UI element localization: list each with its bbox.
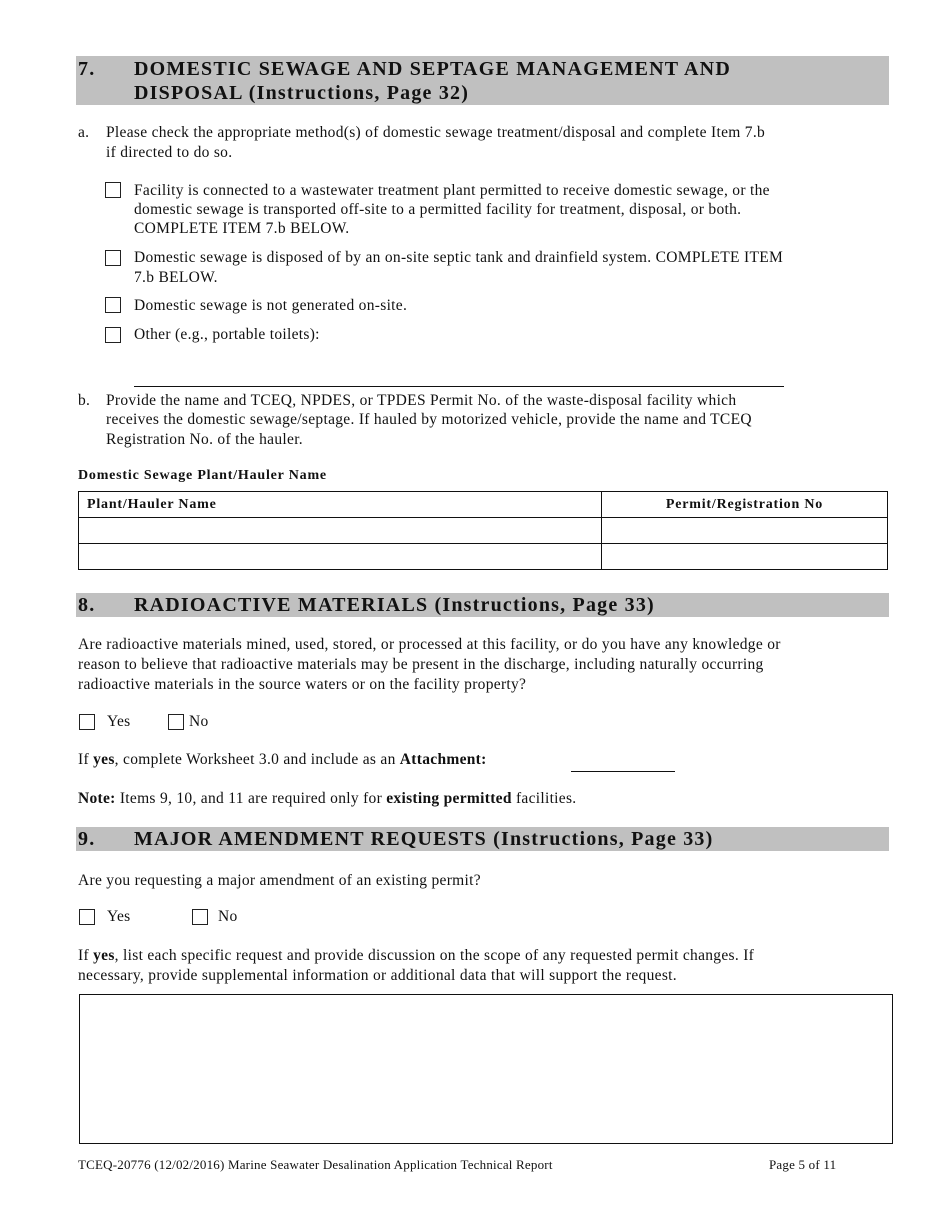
option-septic-tank-line2: 7.b BELOW.: [134, 269, 218, 286]
if-yes-bold: yes: [93, 751, 115, 768]
section-8-number: 8.: [78, 594, 96, 616]
option-septic-tank-line1: Domestic sewage is disposed of by an on-site septic tank and drainfield system. COMPLETE ITEM: [134, 249, 784, 266]
note-end: facilities.: [511, 790, 577, 807]
checkbox-septic-tank[interactable]: [105, 250, 121, 266]
if-middle: , complete Worksheet 3.0 and include as an: [114, 751, 400, 768]
table-caption: Domestic Sewage Plant/Hauler Name: [78, 468, 327, 483]
note-label: Note:: [78, 790, 116, 807]
checkbox-wastewater-plant[interactable]: [105, 182, 121, 198]
item-b-text-line2: receives the domestic sewage/septage. If hauled by motorized vehicle, provide the name and TCEQ: [106, 411, 752, 428]
checkbox-other[interactable]: [105, 327, 121, 343]
amendment-no-label: No: [218, 908, 238, 925]
amendment-if-yes-line2: necessary, provide supplemental information or additional data that will support the request.: [78, 967, 677, 984]
cell-permit-registration-no[interactable]: [602, 544, 888, 570]
table-row: [79, 544, 888, 570]
item-b-text-line3: Registration No. of the hauler.: [106, 431, 303, 448]
note-middle: Items 9, 10, and 11 are required only for: [115, 790, 387, 807]
checkbox-amendment-yes[interactable]: [79, 909, 95, 925]
table-header-row: [79, 492, 888, 518]
amendment-yes-label: Yes: [107, 908, 131, 925]
attachment-input-line[interactable]: [571, 754, 675, 772]
section-8-title: RADIOACTIVE MATERIALS (Instructions, Page 33): [134, 594, 655, 616]
note-text: [78, 790, 576, 808]
cell-plant-hauler-name[interactable]: [79, 518, 602, 544]
header-plant-hauler-name: Plant/Hauler Name: [79, 492, 602, 518]
if-yes-bold: yes: [93, 947, 115, 964]
section-9-number: 9.: [78, 828, 96, 850]
amendment-response-box[interactable]: [79, 994, 893, 1144]
if-prefix: If: [78, 751, 94, 768]
item-b-label: b.: [78, 392, 91, 409]
if-line1-rest: , list each specific request and provide discussion on the scope of any requested permit changes. If: [114, 947, 755, 964]
item-a-text-line1: Please check the appropriate method(s) of domestic sewage treatment/disposal and complete Item 7.b: [106, 124, 766, 141]
radioactive-no-label: No: [189, 713, 209, 730]
checkbox-not-generated[interactable]: [105, 297, 121, 313]
section-7-number: 7.: [78, 58, 96, 80]
checkbox-radioactive-no[interactable]: [168, 714, 184, 730]
other-input-line[interactable]: [134, 386, 784, 387]
amendment-question: Are you requesting a major amendment of an existing permit?: [78, 872, 481, 889]
header-permit-registration-no: Permit/Registration No: [602, 492, 888, 518]
radioactive-if-yes-text: [78, 751, 487, 769]
amendment-if-yes-line1: [78, 947, 754, 965]
plant-hauler-table: [78, 491, 888, 570]
section-9-header: [76, 827, 889, 851]
section-9-title: MAJOR AMENDMENT REQUESTS (Instructions, Page 33): [134, 828, 714, 850]
checkbox-radioactive-yes[interactable]: [79, 714, 95, 730]
section-7-header: [76, 56, 889, 105]
section-8-header: [76, 593, 889, 617]
option-other: Other (e.g., portable toilets):: [134, 326, 320, 343]
checkbox-amendment-no[interactable]: [192, 909, 208, 925]
if-prefix: If: [78, 947, 94, 964]
radioactive-question-line3: radioactive materials in the source waters or on the facility property?: [78, 676, 527, 693]
footer-form-info: TCEQ-20776 (12/02/2016) Marine Seawater Desalination Application Technical Report: [78, 1157, 553, 1172]
item-b-text-line1: Provide the name and TCEQ, NPDES, or TPDES Permit No. of the waste-disposal facility which: [106, 392, 737, 409]
option-not-generated: Domestic sewage is not generated on-site.: [134, 297, 408, 314]
cell-permit-registration-no[interactable]: [602, 518, 888, 544]
attachment-label: Attachment:: [399, 751, 487, 768]
cell-plant-hauler-name[interactable]: [79, 544, 602, 570]
footer-page-number: Page 5 of 11: [769, 1157, 837, 1172]
section-7-title-line1: DOMESTIC SEWAGE AND SEPTAGE MANAGEMENT AND: [134, 58, 731, 80]
item-a-label: a.: [78, 124, 90, 141]
note-bold: existing permitted: [386, 790, 512, 807]
item-a-text-line2: if directed to do so.: [106, 144, 233, 161]
radioactive-question-line1: Are radioactive materials mined, used, stored, or processed at this facility, or do you have any knowledge or: [78, 636, 781, 653]
radioactive-question-line2: reason to believe that radioactive materials may be present in the discharge, including naturally occurring: [78, 656, 764, 673]
radioactive-yes-label: Yes: [107, 713, 131, 730]
option-wastewater-plant-line2: domestic sewage is transported off-site to a permitted facility for treatment, disposal, or both.: [134, 201, 742, 218]
section-7-title-line2: DISPOSAL (Instructions, Page 32): [134, 82, 470, 104]
table-row: [79, 518, 888, 544]
option-wastewater-plant-line1: Facility is connected to a wastewater treatment plant permitted to receive domestic sewage, or the: [134, 182, 770, 199]
option-wastewater-plant-line3: COMPLETE ITEM 7.b BELOW.: [134, 220, 350, 237]
